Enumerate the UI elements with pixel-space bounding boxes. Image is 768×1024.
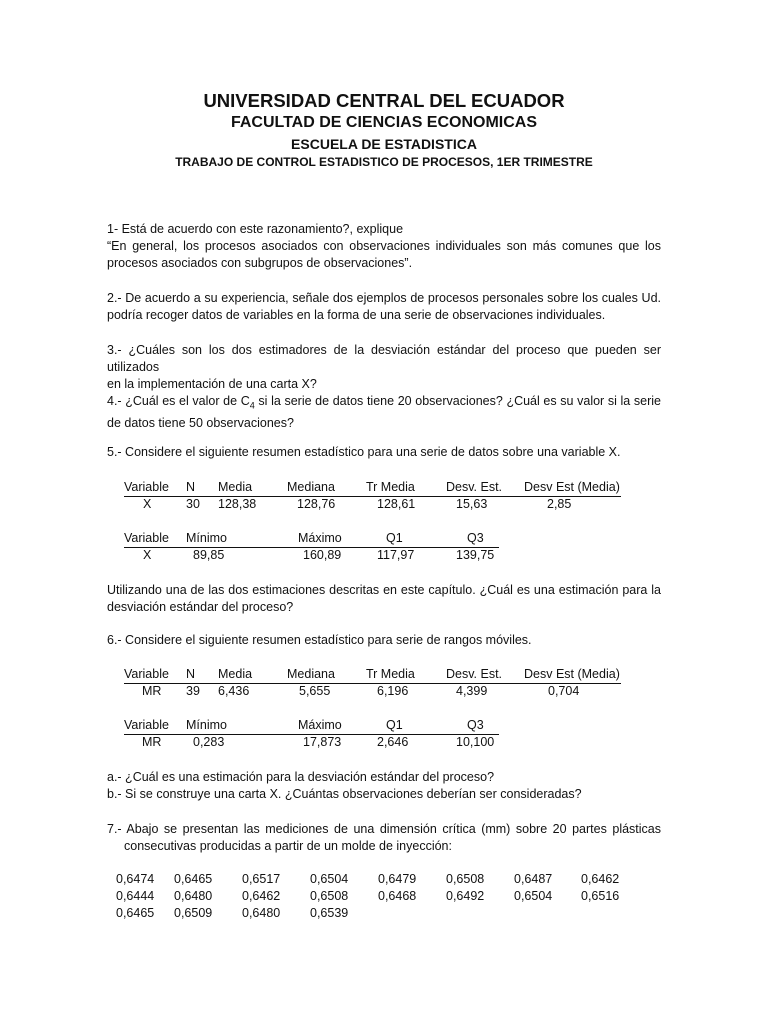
table-cell: 6,436 bbox=[218, 684, 250, 698]
table-cell: 160,89 bbox=[303, 548, 342, 562]
question-2 bbox=[107, 290, 661, 324]
assignment-title: TRABAJO DE CONTROL ESTADISTICO DE PROCESOS, 1ER TRIMESTRE bbox=[175, 155, 593, 169]
table-cell: MR bbox=[142, 735, 162, 749]
question-1-line-3: procesos asociados con subgrupos de observaciones”. bbox=[107, 256, 413, 270]
question-1-line-2: “En general, los procesos asociados con observaciones individuales son más comunes que los bbox=[107, 239, 661, 253]
university-title: UNIVERSIDAD CENTRAL DEL ECUADOR bbox=[203, 90, 565, 111]
table-header: Mediana bbox=[287, 666, 366, 684]
measurement-value: 0,6539 bbox=[310, 906, 349, 920]
table-cell: 139,75 bbox=[456, 548, 495, 562]
table-cell: 128,76 bbox=[297, 497, 336, 511]
question-5-followup: Utilizando una de las dos estimaciones descritas en este capítulo. ¿Cuál es una estimación para la desviación estándar del proceso? bbox=[107, 583, 661, 614]
table-header: Desv. Est. bbox=[446, 479, 524, 497]
table-cell: 128,38 bbox=[218, 497, 257, 511]
question-4-line-2: de datos tiene 50 observaciones? bbox=[107, 415, 294, 430]
table-cell: 0,283 bbox=[193, 735, 225, 749]
question-6-subquestions bbox=[107, 769, 661, 803]
table-cell: 6,196 bbox=[377, 684, 409, 698]
table-header: Tr Media bbox=[366, 666, 446, 684]
measurement-value: 0,6462 bbox=[242, 889, 281, 903]
table-header: Mínimo bbox=[186, 717, 298, 735]
table-cell: 0,704 bbox=[548, 684, 580, 698]
question-1 bbox=[107, 221, 661, 272]
table-header: Desv. Est. bbox=[446, 666, 524, 684]
table-cell: 17,873 bbox=[303, 735, 342, 749]
measurement-value: 0,6465 bbox=[174, 872, 213, 886]
table-header: Desv Est (Media) bbox=[524, 479, 621, 497]
measurement-value: 0,6465 bbox=[116, 906, 155, 920]
table-header: N bbox=[170, 666, 218, 684]
table-cell: 15,63 bbox=[456, 497, 488, 511]
table-cell: X bbox=[143, 548, 152, 562]
measurement-value: 0,6487 bbox=[514, 872, 553, 886]
question-7 bbox=[107, 821, 661, 855]
question-3-line-2: en la implementación de una carta X? bbox=[107, 377, 317, 391]
table-header: N bbox=[170, 479, 218, 497]
measurement-value: 0,6462 bbox=[581, 872, 620, 886]
table-cell: 39 bbox=[186, 684, 200, 698]
measurement-value: 0,6479 bbox=[378, 872, 417, 886]
question-2-line-1: 2.- De acuerdo a su experiencia, señale dos ejemplos de procesos personales sobre los cuales Ud. bbox=[107, 291, 661, 305]
table-cell: 128,61 bbox=[377, 497, 416, 511]
measurement-value: 0,6508 bbox=[310, 889, 349, 903]
measurement-value: 0,6480 bbox=[242, 906, 281, 920]
table-cell: 30 bbox=[186, 497, 200, 511]
table-header: Mediana bbox=[287, 479, 366, 497]
table-cell: MR bbox=[142, 684, 162, 698]
question-6a: a.- ¿Cuál es una estimación para la desviación estándar del proceso? bbox=[107, 770, 495, 784]
measurement-value: 0,6468 bbox=[378, 889, 417, 903]
measurement-value: 0,6508 bbox=[446, 872, 485, 886]
question-1-line-1: 1- Está de acuerdo con este razonamiento?, explique bbox=[107, 222, 404, 236]
measurement-value: 0,6480 bbox=[174, 889, 213, 903]
table-header: Mínimo bbox=[186, 530, 298, 548]
table-cell: 2,646 bbox=[377, 735, 409, 749]
table-cell: X bbox=[143, 497, 152, 511]
table-header: Media bbox=[218, 666, 287, 684]
school-title: ESCUELA DE ESTADISTICA bbox=[291, 136, 477, 152]
table-cell: 2,85 bbox=[547, 497, 572, 511]
table-cell: 10,100 bbox=[456, 735, 495, 749]
table-header: Media bbox=[218, 479, 287, 497]
table-cell: 117,97 bbox=[377, 548, 415, 562]
question-4-line-1: 4.- ¿Cuál es el valor de $C_4$ si la serie de datos tiene 20 observaciones? ¿Cuál es su valor si la serie bbox=[107, 394, 661, 411]
table-cell: 4,399 bbox=[456, 684, 488, 698]
measurement-value: 0,6444 bbox=[116, 889, 155, 903]
table-header: Desv Est (Media) bbox=[524, 666, 621, 684]
faculty-title: FACULTAD DE CIENCIAS ECONOMICAS bbox=[230, 114, 538, 131]
table-header: Q3 bbox=[453, 530, 499, 548]
question-4 bbox=[107, 393, 661, 432]
table-cell: 5,655 bbox=[299, 684, 331, 698]
table-header: Q1 bbox=[386, 717, 453, 735]
table-header: Variable bbox=[124, 479, 170, 497]
table-header: Q1 bbox=[386, 530, 453, 548]
table-cell: 89,85 bbox=[193, 548, 225, 562]
question-6b: b.- Si se construye una carta X. ¿Cuántas observaciones deberían ser consideradas? bbox=[107, 787, 582, 801]
question-2-line-2: podría recoger datos de variables en la forma de una serie de observaciones individuales. bbox=[107, 308, 606, 322]
table-header: Máximo bbox=[298, 717, 386, 735]
measurement-value: 0,6504 bbox=[514, 889, 553, 903]
question-3-line-1: 3.- ¿Cuáles son los dos estimadores de la desviación estándar del proceso que pueden ser utilizados bbox=[107, 343, 661, 374]
table-header: Q3 bbox=[453, 717, 499, 735]
question-7-line-2: consecutivas producidas a partir de un molde de inyección: bbox=[124, 839, 452, 853]
question-5-intro: 5.- Considere el siguiente resumen estadístico para una serie de datos sobre una variable X. bbox=[107, 445, 621, 459]
table-header: Variable bbox=[124, 530, 186, 548]
measurement-value: 0,6474 bbox=[116, 872, 155, 886]
measurement-value: 0,6492 bbox=[446, 889, 485, 903]
measurement-value: 0,6516 bbox=[581, 889, 620, 903]
question-3 bbox=[107, 342, 661, 393]
measurement-value: 0,6504 bbox=[310, 872, 349, 886]
question-6-intro: 6.- Considere el siguiente resumen estadístico para serie de rangos móviles. bbox=[107, 633, 532, 647]
table-header: Tr Media bbox=[366, 479, 446, 497]
table-header: Máximo bbox=[298, 530, 386, 548]
measurement-value: 0,6509 bbox=[174, 906, 213, 920]
question-7-line-1: 7.- Abajo se presentan las mediciones de una dimensión crítica (mm) sobre 20 partes plásticas bbox=[107, 822, 661, 836]
table-header: Variable bbox=[124, 666, 170, 684]
measurement-value: 0,6517 bbox=[242, 872, 281, 886]
table-header: Variable bbox=[124, 717, 186, 735]
